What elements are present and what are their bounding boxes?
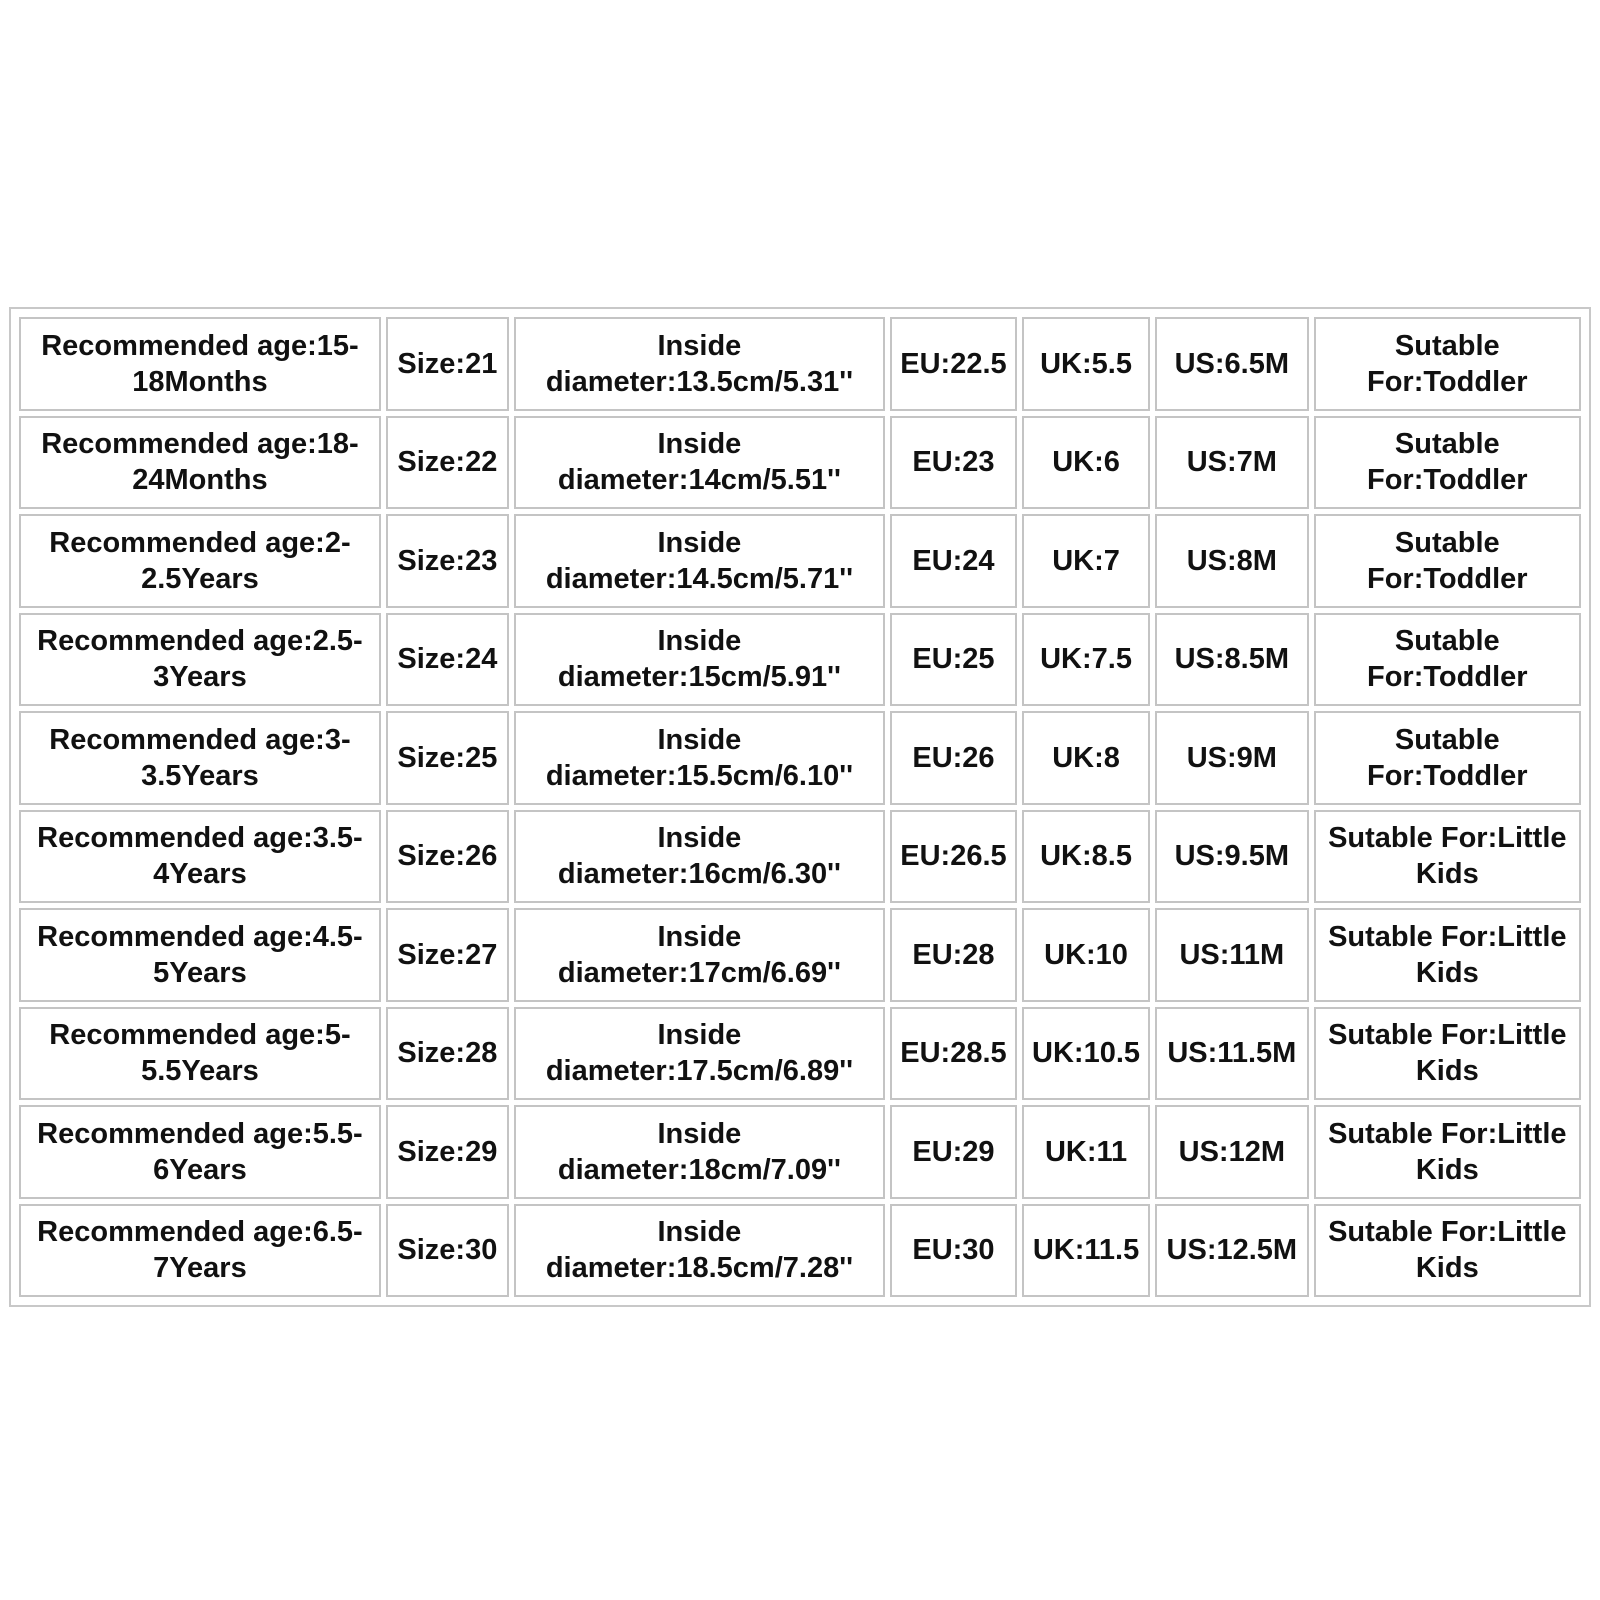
us-size-cell-text: US:8.5M <box>1174 643 1290 676</box>
inside-diameter-cell-text: diameter:16cm/6.30'' <box>557 858 841 891</box>
suitable-for-cell-text: Kids <box>1415 956 1479 989</box>
us-size-cell <box>1155 908 1309 1002</box>
us-size-cell-text: US:8M <box>1186 544 1277 577</box>
table-row <box>19 711 1581 805</box>
eu-size-cell-text: EU:26.5 <box>900 840 1007 873</box>
us-size-cell-text: US:9.5M <box>1174 840 1290 873</box>
us-size-cell <box>1155 1007 1309 1101</box>
suitable-for-cell-text: For:Toddler <box>1367 464 1528 497</box>
uk-size-cell <box>1022 613 1150 707</box>
size-cell-text: Size:28 <box>397 1037 498 1070</box>
age-cell-text: 7Years <box>153 1252 247 1285</box>
uk-size-cell <box>1022 317 1150 411</box>
size-chart-body <box>19 317 1581 1297</box>
size-cell <box>386 416 509 510</box>
inside-diameter-cell <box>514 317 885 411</box>
age-cell <box>19 1007 381 1101</box>
size-cell <box>386 1204 509 1298</box>
size-cell-text: Size:29 <box>397 1135 498 1168</box>
age-cell <box>19 1204 381 1298</box>
table-row <box>19 1204 1581 1298</box>
eu-size-cell-text: EU:24 <box>912 544 995 577</box>
table-row <box>19 1105 1581 1199</box>
uk-size-cell <box>1022 810 1150 904</box>
suitable-for-cell-text: Sutable For:Little <box>1328 920 1567 953</box>
eu-size-cell-text: EU:26 <box>912 741 995 774</box>
eu-size-cell <box>890 1105 1017 1199</box>
eu-size-cell-text: EU:28.5 <box>900 1037 1007 1070</box>
age-cell-text: Recommended age:2- <box>49 526 351 559</box>
inside-diameter-cell <box>514 1007 885 1101</box>
us-size-cell-text: US:12.5M <box>1166 1234 1298 1267</box>
age-cell-text: Recommended age:3- <box>49 723 351 756</box>
size-cell <box>386 1105 509 1199</box>
uk-size-cell <box>1022 416 1150 510</box>
size-cell <box>386 1007 509 1101</box>
age-cell-text: 6Years <box>153 1153 247 1186</box>
inside-diameter-cell <box>514 514 885 608</box>
uk-size-cell-text: UK:8 <box>1052 741 1120 774</box>
size-cell <box>386 908 509 1002</box>
size-cell <box>386 317 509 411</box>
age-cell-text: Recommended age:5.5- <box>37 1117 363 1150</box>
inside-diameter-cell-text: diameter:14cm/5.51'' <box>557 464 841 497</box>
suitable-for-cell-text: Sutable For:Little <box>1328 1117 1567 1150</box>
age-cell <box>19 317 381 411</box>
suitable-for-cell-text: Sutable <box>1394 329 1500 362</box>
size-cell-text: Size:30 <box>397 1234 498 1267</box>
size-cell-text: Size:23 <box>397 544 498 577</box>
size-cell <box>386 810 509 904</box>
eu-size-cell-text: EU:29 <box>912 1135 995 1168</box>
age-cell-text: Recommended age:18- <box>41 428 359 461</box>
us-size-cell <box>1155 317 1309 411</box>
suitable-for-cell <box>1314 908 1581 1002</box>
inside-diameter-cell-text: Inside <box>657 1019 742 1052</box>
size-cell-text: Size:25 <box>397 741 498 774</box>
age-cell-text: Recommended age:6.5- <box>37 1216 363 1249</box>
inside-diameter-cell <box>514 1105 885 1199</box>
age-cell-text: 4Years <box>153 858 247 891</box>
us-size-cell-text: US:11M <box>1179 938 1285 971</box>
suitable-for-cell <box>1314 317 1581 411</box>
uk-size-cell-text: UK:10 <box>1044 938 1128 971</box>
table-row <box>19 613 1581 707</box>
suitable-for-cell <box>1314 1105 1581 1199</box>
suitable-for-cell-text: Sutable <box>1394 526 1500 559</box>
age-cell-text: Recommended age:3.5- <box>37 822 363 855</box>
size-cell-text: Size:26 <box>397 840 498 873</box>
eu-size-cell <box>890 317 1017 411</box>
inside-diameter-cell-text: Inside <box>657 329 742 362</box>
age-cell <box>19 810 381 904</box>
eu-size-cell <box>890 514 1017 608</box>
us-size-cell <box>1155 613 1309 707</box>
eu-size-cell <box>890 908 1017 1002</box>
uk-size-cell <box>1022 908 1150 1002</box>
age-cell-text: 5.5Years <box>141 1055 259 1088</box>
age-cell-text: 5Years <box>153 956 247 989</box>
suitable-for-cell-text: Sutable <box>1394 428 1500 461</box>
inside-diameter-cell-text: diameter:17cm/6.69'' <box>557 956 841 989</box>
eu-size-cell-text: EU:28 <box>912 938 995 971</box>
uk-size-cell <box>1022 1204 1150 1298</box>
size-cell-text: Size:27 <box>397 938 498 971</box>
size-cell <box>386 711 509 805</box>
suitable-for-cell-text: For:Toddler <box>1367 759 1528 792</box>
inside-diameter-cell <box>514 711 885 805</box>
size-cell-text: Size:22 <box>397 446 498 479</box>
uk-size-cell-text: UK:7 <box>1052 544 1120 577</box>
eu-size-cell <box>890 810 1017 904</box>
us-size-cell <box>1155 416 1309 510</box>
age-cell-text: Recommended age:15- <box>41 329 359 362</box>
age-cell-text: 3Years <box>153 661 247 694</box>
inside-diameter-cell-text: Inside <box>657 1216 742 1249</box>
table-row <box>19 810 1581 904</box>
inside-diameter-cell-text: diameter:15.5cm/6.10'' <box>545 759 854 792</box>
inside-diameter-cell <box>514 810 885 904</box>
us-size-cell <box>1155 810 1309 904</box>
suitable-for-cell-text: Sutable For:Little <box>1328 1019 1567 1052</box>
size-cell <box>386 613 509 707</box>
size-chart-table <box>9 307 1591 1307</box>
inside-diameter-cell <box>514 1204 885 1298</box>
uk-size-cell-text: UK:6 <box>1052 446 1120 479</box>
inside-diameter-cell-text: diameter:13.5cm/5.31'' <box>545 365 854 398</box>
uk-size-cell-text: UK:10.5 <box>1032 1037 1141 1070</box>
us-size-cell <box>1155 1204 1309 1298</box>
uk-size-cell <box>1022 1105 1150 1199</box>
age-cell-text: Recommended age:2.5- <box>37 625 363 658</box>
uk-size-cell-text: UK:5.5 <box>1040 347 1132 380</box>
eu-size-cell-text: EU:23 <box>912 446 995 479</box>
size-cell-text: Size:24 <box>397 643 498 676</box>
eu-size-cell-text: EU:22.5 <box>900 347 1007 380</box>
inside-diameter-cell-text: diameter:18.5cm/7.28'' <box>545 1252 854 1285</box>
suitable-for-cell <box>1314 416 1581 510</box>
suitable-for-cell <box>1314 711 1581 805</box>
age-cell-text: 18Months <box>132 365 268 398</box>
age-cell <box>19 514 381 608</box>
age-cell <box>19 613 381 707</box>
table-row <box>19 908 1581 1002</box>
uk-size-cell-text: UK:7.5 <box>1040 643 1132 676</box>
suitable-for-cell-text: For:Toddler <box>1367 365 1528 398</box>
suitable-for-cell <box>1314 1007 1581 1101</box>
eu-size-cell <box>890 711 1017 805</box>
us-size-cell <box>1155 514 1309 608</box>
suitable-for-cell-text: Sutable For:Little <box>1328 822 1567 855</box>
age-cell <box>19 908 381 1002</box>
us-size-cell <box>1155 711 1309 805</box>
inside-diameter-cell-text: Inside <box>657 1117 742 1150</box>
inside-diameter-cell <box>514 908 885 1002</box>
inside-diameter-cell-text: Inside <box>657 428 742 461</box>
suitable-for-cell-text: Sutable <box>1394 723 1500 756</box>
uk-size-cell-text: UK:8.5 <box>1040 840 1132 873</box>
inside-diameter-cell <box>514 416 885 510</box>
inside-diameter-cell-text: diameter:17.5cm/6.89'' <box>545 1055 854 1088</box>
uk-size-cell <box>1022 514 1150 608</box>
eu-size-cell-text: EU:25 <box>912 643 995 676</box>
table-row <box>19 317 1581 411</box>
age-cell <box>19 416 381 510</box>
eu-size-cell <box>890 613 1017 707</box>
eu-size-cell <box>890 1007 1017 1101</box>
us-size-cell-text: US:6.5M <box>1174 347 1290 380</box>
inside-diameter-cell-text: diameter:18cm/7.09'' <box>557 1153 841 1186</box>
table-row <box>19 416 1581 510</box>
suitable-for-cell-text: Kids <box>1415 858 1479 891</box>
suitable-for-cell <box>1314 514 1581 608</box>
suitable-for-cell <box>1314 613 1581 707</box>
uk-size-cell-text: UK:11.5 <box>1032 1234 1140 1267</box>
inside-diameter-cell-text: Inside <box>657 920 742 953</box>
inside-diameter-cell <box>514 613 885 707</box>
us-size-cell-text: US:12M <box>1178 1135 1285 1168</box>
table-row <box>19 514 1581 608</box>
age-cell-text: 24Months <box>132 464 268 497</box>
inside-diameter-cell-text: diameter:15cm/5.91'' <box>557 661 841 694</box>
size-cell-text: Size:21 <box>397 347 498 380</box>
suitable-for-cell-text: For:Toddler <box>1367 661 1528 694</box>
age-cell-text: Recommended age:4.5- <box>37 920 363 953</box>
us-size-cell-text: US:11.5M <box>1167 1037 1297 1070</box>
uk-size-cell-text: UK:11 <box>1044 1135 1128 1168</box>
suitable-for-cell-text: Kids <box>1415 1153 1479 1186</box>
suitable-for-cell <box>1314 1204 1581 1298</box>
us-size-cell-text: US:9M <box>1186 741 1277 774</box>
inside-diameter-cell-text: diameter:14.5cm/5.71'' <box>545 562 854 595</box>
us-size-cell-text: US:7M <box>1186 446 1277 479</box>
uk-size-cell <box>1022 711 1150 805</box>
eu-size-cell <box>890 416 1017 510</box>
size-cell <box>386 514 509 608</box>
age-cell <box>19 1105 381 1199</box>
us-size-cell <box>1155 1105 1309 1199</box>
inside-diameter-cell-text: Inside <box>657 625 742 658</box>
suitable-for-cell-text: Sutable For:Little <box>1328 1216 1567 1249</box>
inside-diameter-cell-text: Inside <box>657 723 742 756</box>
table-row <box>19 1007 1581 1101</box>
age-cell-text: 2.5Years <box>141 562 259 595</box>
eu-size-cell-text: EU:30 <box>912 1234 995 1267</box>
eu-size-cell <box>890 1204 1017 1298</box>
age-cell-text: 3.5Years <box>141 759 259 792</box>
suitable-for-cell-text: Kids <box>1415 1055 1479 1088</box>
suitable-for-cell-text: For:Toddler <box>1367 562 1528 595</box>
suitable-for-cell-text: Sutable <box>1394 625 1500 658</box>
uk-size-cell <box>1022 1007 1150 1101</box>
age-cell <box>19 711 381 805</box>
suitable-for-cell-text: Kids <box>1415 1252 1479 1285</box>
inside-diameter-cell-text: Inside <box>657 526 742 559</box>
age-cell-text: Recommended age:5- <box>49 1019 351 1052</box>
inside-diameter-cell-text: Inside <box>657 822 742 855</box>
suitable-for-cell <box>1314 810 1581 904</box>
